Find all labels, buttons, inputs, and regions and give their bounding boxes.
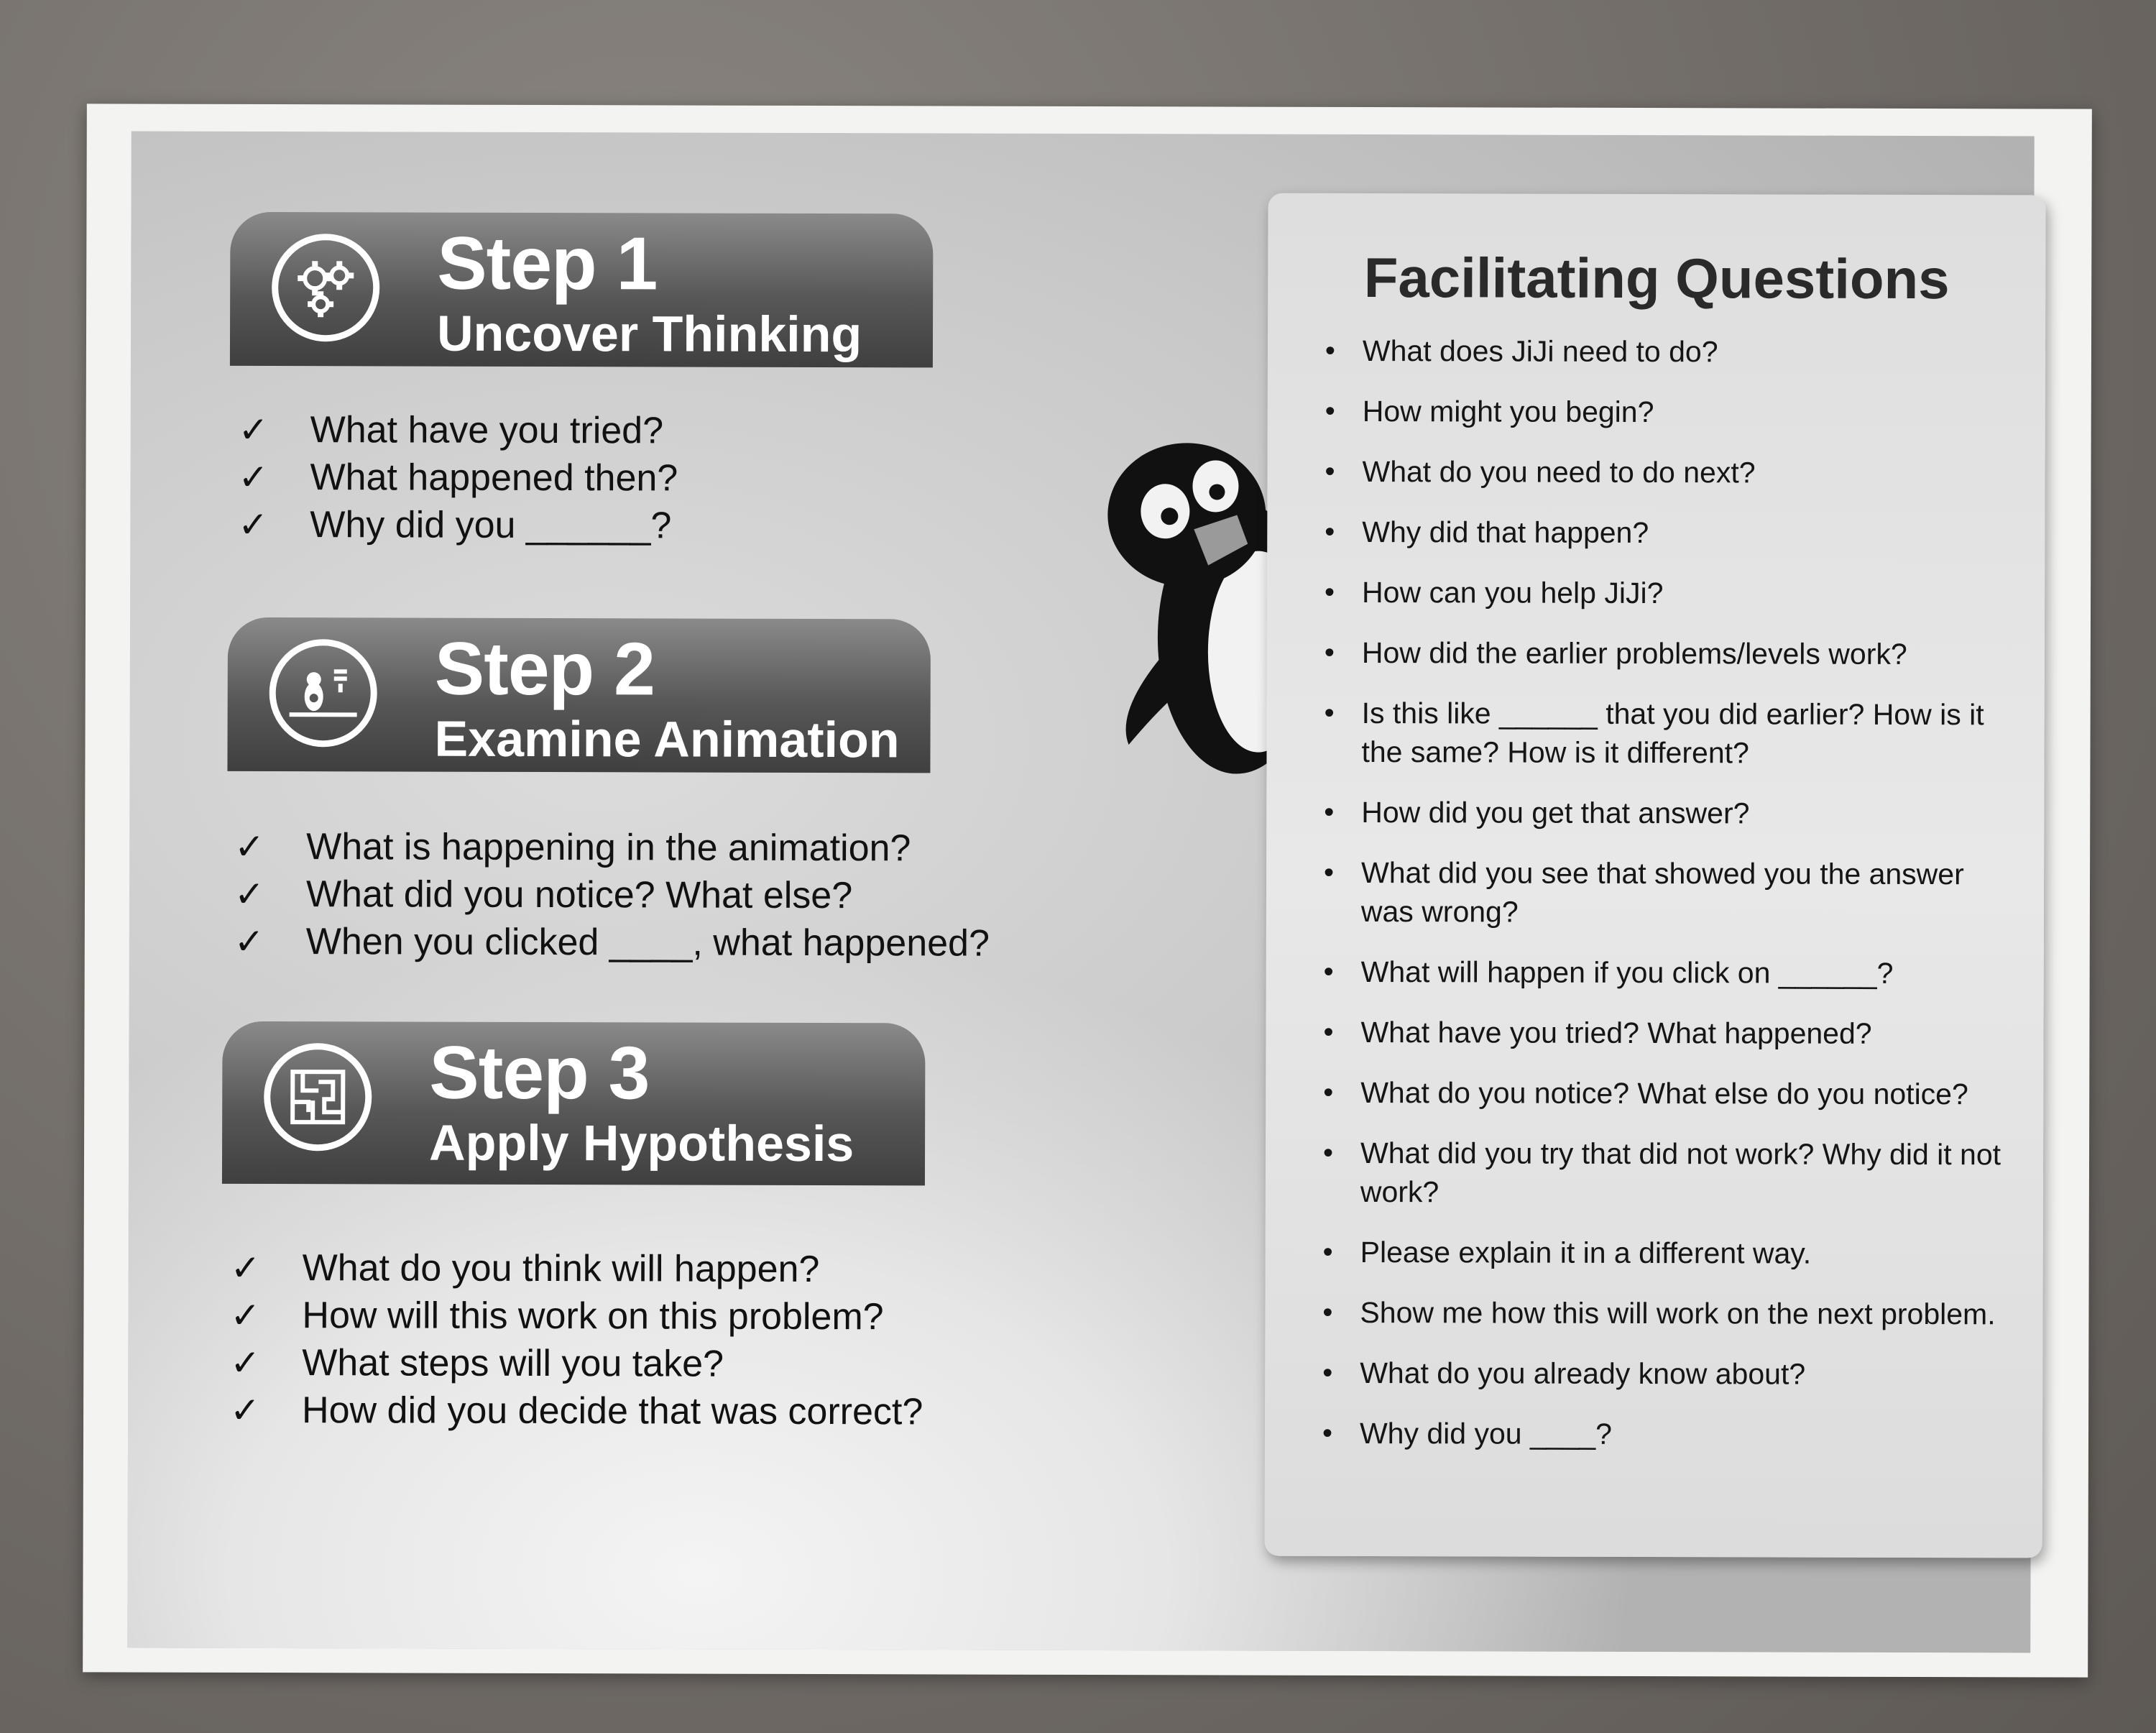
list-item: ✓ When you clicked ____, what happened? <box>234 921 990 965</box>
check-icon: ✓ <box>234 873 264 915</box>
list-item: ✓ What did you notice? What else? <box>234 873 853 917</box>
list-item: • Why did you ____? <box>1322 1414 2012 1455</box>
list-item: • How did the earlier problems/levels work? <box>1325 633 2014 674</box>
list-item: • What did you try that did not work? Why did it not work? <box>1323 1134 2013 1213</box>
step-1-checklist <box>238 406 678 550</box>
step-2-title: Examine Animation <box>434 710 900 768</box>
list-item: • What do you notice? What else do you notice? <box>1323 1073 2013 1114</box>
check-icon: ✓ <box>230 1247 261 1288</box>
penguin-scene-icon <box>270 639 377 747</box>
maze-icon <box>264 1043 372 1151</box>
worksheet-panel <box>127 132 2035 1653</box>
check-icon: ✓ <box>234 826 265 868</box>
paper-sheet <box>83 104 2092 1677</box>
step-3-banner <box>222 1021 926 1186</box>
list-item: ✓ Why did you ______? <box>238 504 672 547</box>
list-item: • What will happen if you click on ______? <box>1324 952 2014 993</box>
step-3-number: Step 3 <box>429 1031 650 1116</box>
list-item: • What do you need to do next? <box>1325 452 2014 493</box>
list-item: ✓ How will this work on this problem? <box>230 1295 884 1338</box>
list-item: • What do you already know about? <box>1322 1353 2012 1394</box>
check-icon: ✓ <box>230 1295 261 1336</box>
list-item: ✓ What is happening in the animation? <box>234 826 911 870</box>
step-3-title: Apply Hypothesis <box>428 1114 854 1172</box>
step-2-checklist <box>234 823 990 967</box>
list-item: • Show me how this will work on the next problem. <box>1322 1293 2012 1334</box>
facilitating-questions-list <box>1322 331 2015 1476</box>
list-item: • How can you help JiJi? <box>1325 573 2014 614</box>
list-item: ✓ What happened then? <box>238 456 678 500</box>
list-item: • Please explain it in a different way. <box>1323 1233 2013 1274</box>
list-item: ✓ What steps will you take? <box>230 1342 724 1385</box>
list-item: ✓ What do you think will happen? <box>230 1247 820 1291</box>
check-icon: ✓ <box>234 921 264 962</box>
check-icon: ✓ <box>238 409 269 451</box>
list-item: • What did you see that showed you the answer was wrong? <box>1324 853 2014 933</box>
step-1-title: Uncover Thinking <box>436 305 862 363</box>
step-2-banner <box>227 617 931 773</box>
check-icon: ✓ <box>230 1342 261 1383</box>
step-1-banner <box>230 212 934 368</box>
check-icon: ✓ <box>238 504 269 546</box>
step-1-number: Step 1 <box>437 221 658 306</box>
list-item: • Why did that happen? <box>1325 512 2014 553</box>
facilitating-questions-title: Facilitating Questions <box>1363 246 1950 311</box>
step-2-number: Step 2 <box>434 627 655 712</box>
list-item: • How did you get that answer? <box>1324 793 2014 834</box>
list-item: • Is this like ______ that you did earlier? How is it the same? How is it different? <box>1324 694 2014 773</box>
step-3-checklist <box>230 1244 923 1436</box>
check-icon: ✓ <box>230 1389 261 1430</box>
gears-icon <box>272 234 379 341</box>
list-item: • What does JiJi need to do? <box>1325 331 2015 372</box>
facilitating-questions-card <box>1265 193 2046 1558</box>
list-item: • What have you tried? What happened? <box>1323 1013 2013 1054</box>
list-item: ✓ How did you decide that was correct? <box>230 1389 923 1433</box>
check-icon: ✓ <box>238 456 269 498</box>
list-item: • How might you begin? <box>1325 392 2015 433</box>
list-item: ✓ What have you tried? <box>238 409 664 452</box>
